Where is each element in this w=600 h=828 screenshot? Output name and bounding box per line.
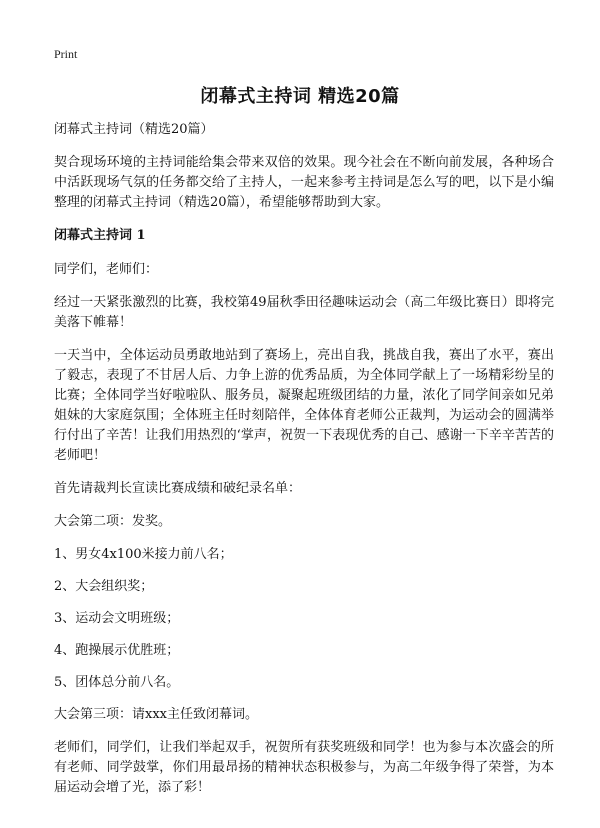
paragraph-final: 老师们，同学们，让我们举起双手，祝贺所有获奖班级和同学！也为参与本次盛会的所有老师、同学鼓掌，你们用最昂扬的精神状态积极参与，为高二年级争得了荣誉，为本届运动会增了光，添了彩！ xyxy=(54,740,554,795)
list-item: 3、运动会文明班级； xyxy=(54,611,180,626)
paragraph-item-three: 大会第三项：请xxx主任致闭幕词。 xyxy=(54,707,258,722)
list-item: 1、男女4x100米接力前八名； xyxy=(54,547,233,562)
paragraph-summary: 一天当中，全体运动员勇敢地站到了赛场上，亮出自我，挑战自我，赛出了水平，赛出了毅志，表现了不甘居人后、力争上游的优秀品质，为全体同学献上了一场精彩纷呈的比赛；全体同学当好啦啦队、服务员，凝聚起班级团结的力量，浓化了同学间亲如兄弟姐妹的大家庭氛围；全体班主任时刻陪伴，全体体育老师公正裁判，为运动会的圆满举行付出了辛苦！让我们用热烈的‘掌声，祝贺一下表现优秀的自己、感谢一下辛辛苦苦的老师吧！ xyxy=(54,348,554,463)
paragraph-results: 首先请裁判长宣读比赛成绩和破纪录名单： xyxy=(54,481,302,496)
intro-paragraph: 契合现场环境的主持词能给集会带来双倍的效果。现今社会在不断向前发展，各种场合中活跃现场气氛的任务都交给了主持人，一起来参考主持词是怎么写的吧，以下是小编整理的闭幕式主持词（精选20篇），希望能够帮助到大家。 xyxy=(54,155,554,210)
section-heading: 闭幕式主持词 1 xyxy=(54,228,146,243)
paragraph-item-two: 大会第二项：发奖。 xyxy=(54,514,172,529)
page-title: 闭幕式主持词 精选20篇 xyxy=(200,86,400,107)
paragraph-greeting: 同学们，老师们： xyxy=(54,262,159,277)
list-item: 5、团体总分前八名。 xyxy=(54,675,180,690)
document-body xyxy=(54,120,554,811)
list-item: 2、大会组织奖； xyxy=(54,579,154,594)
document-subtitle: 闭幕式主持词（精选20篇） xyxy=(54,122,214,137)
list-item: 4、跑操展示优胜班； xyxy=(54,643,180,658)
paragraph-closing-announcement: 经过一天紧张激烈的比赛，我校第49届秋季田径趣味运动会（高二年级比赛日）即将完美落下帷幕！ xyxy=(54,295,554,330)
print-link[interactable]: Print xyxy=(54,47,78,61)
